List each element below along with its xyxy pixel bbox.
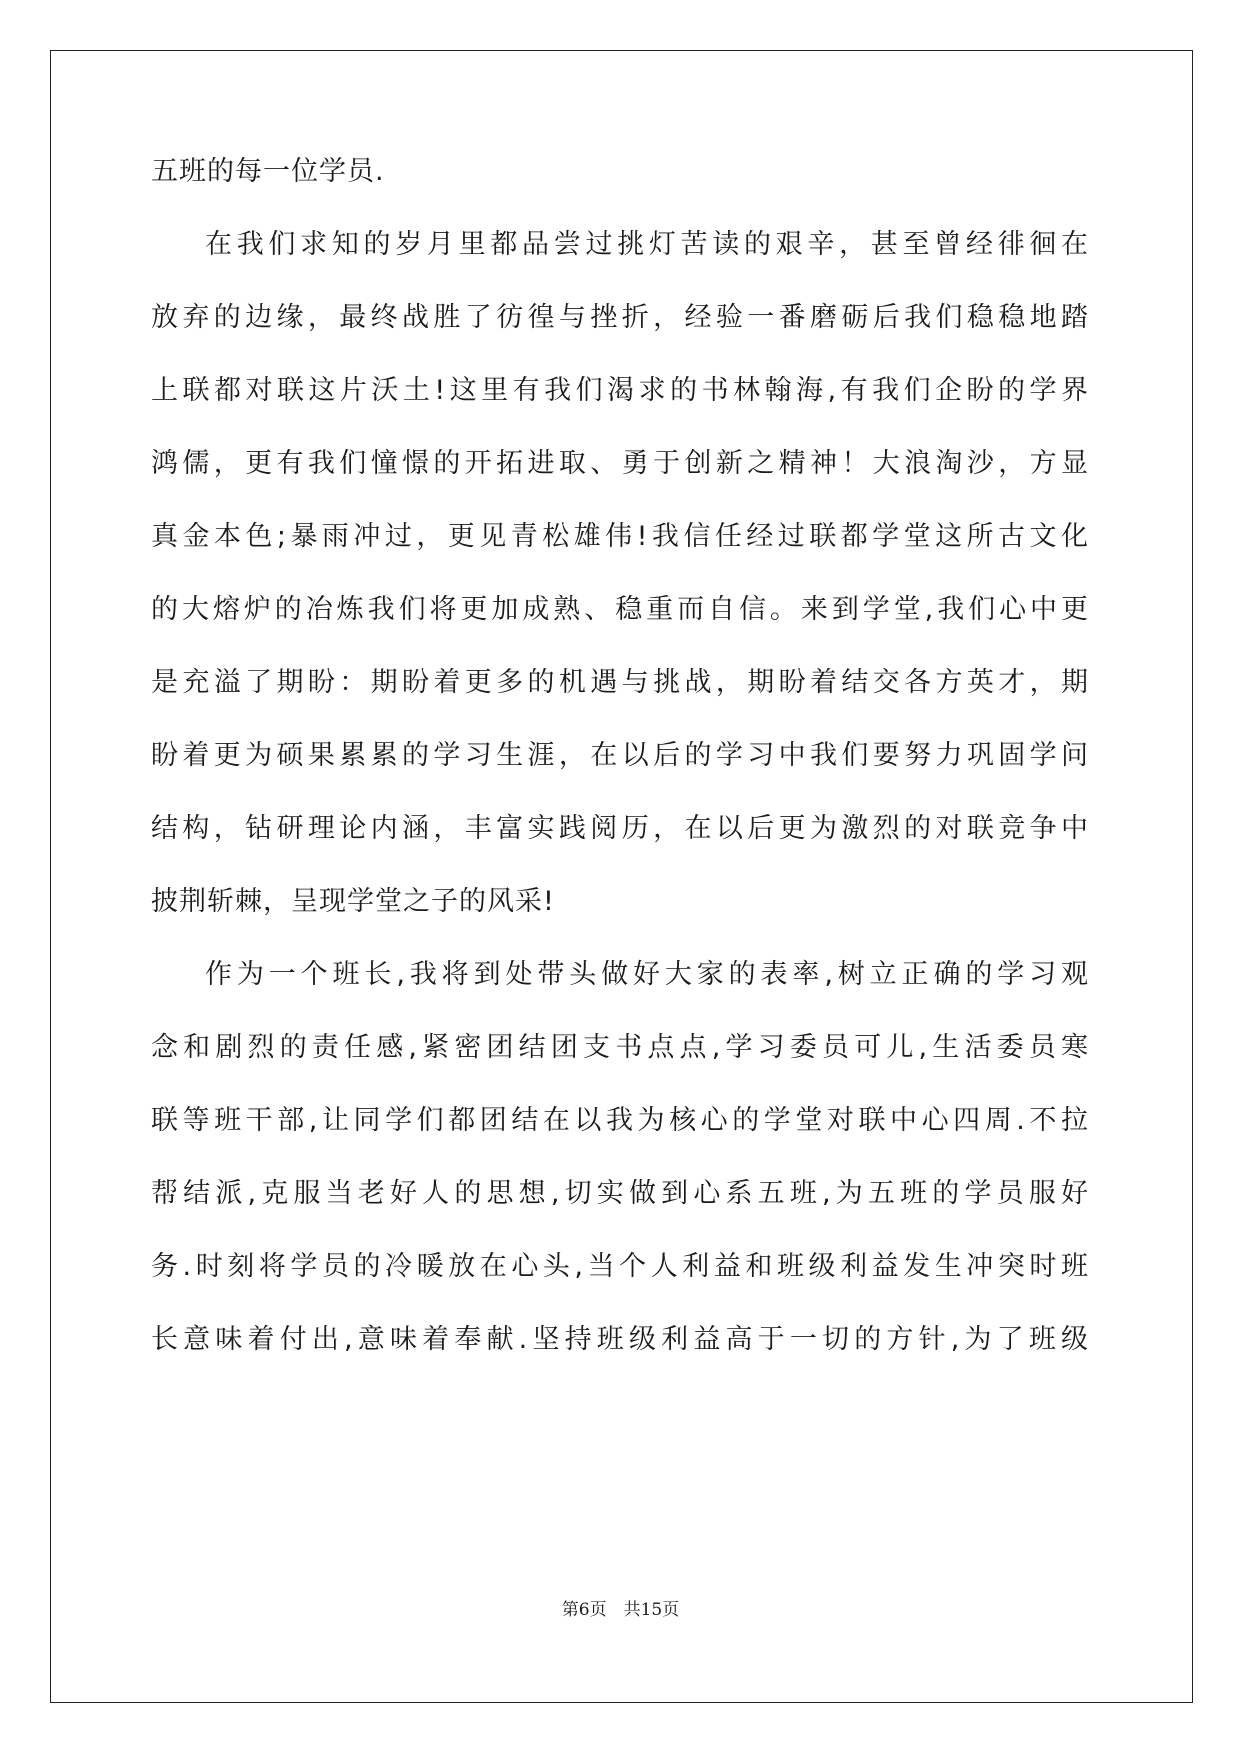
paragraph-line: 披荆斩棘，呈现学堂之子的风采! [151, 886, 555, 917]
paragraph-line: 作为一个班长,我将到处带头做好大家的表率,树立正确的学习观 [205, 959, 1089, 990]
paragraph-line: 鸿儒，更有我们憧憬的开拓进取、勇于创新之精神！大浪淘沙，方显 [151, 448, 1089, 479]
paragraph-line: 放弃的边缘，最终战胜了彷徨与挫折，经验一番磨砺后我们稳稳地踏 [151, 302, 1089, 333]
paragraph-line: 帮结派,克服当老好人的思想,切实做到心系五班,为五班的学员服好 [151, 1178, 1089, 1209]
paragraph-line: 上联都对联这片沃土!这里有我们渴求的书林翰海,有我们企盼的学界 [151, 375, 1089, 406]
paragraph-line: 长意味着付出,意味着奉献.坚持班级利益高于一切的方针,为了班级 [151, 1324, 1089, 1355]
paragraph-line: 务.时刻将学员的冷暖放在心头,当个人利益和班级利益发生冲突时班 [151, 1251, 1089, 1282]
paragraph-line: 念和剧烈的责任感,紧密团结团支书点点,学习委员可儿,生活委员寒 [151, 1032, 1089, 1063]
paragraph-line: 真金本色;暴雨冲过，更见青松雄伟!我信任经过联都学堂这所古文化 [151, 521, 1089, 552]
paragraph-line: 五班的每一位学员. [151, 156, 385, 187]
paragraph-line: 结构，钻研理论内涵，丰富实践阅历，在以后更为激烈的对联竞争中 [151, 813, 1089, 844]
paragraph-line: 联等班干部,让同学们都团结在以我为核心的学堂对联中心四周.不拉 [151, 1105, 1089, 1136]
page-number: 第6页 共15页 [561, 1600, 680, 1620]
paragraph-line: 在我们求知的岁月里都品尝过挑灯苦读的艰辛，甚至曾经徘徊在 [205, 229, 1089, 260]
paragraph-line: 盼着更为硕果累累的学习生涯，在以后的学习中我们要努力巩固学问 [151, 740, 1089, 771]
paragraph-line: 的大熔炉的冶炼我们将更加成熟、稳重而自信。来到学堂,我们心中更 [151, 594, 1089, 625]
paragraph-line: 是充溢了期盼：期盼着更多的机遇与挑战，期盼着结交各方英才，期 [151, 667, 1089, 698]
